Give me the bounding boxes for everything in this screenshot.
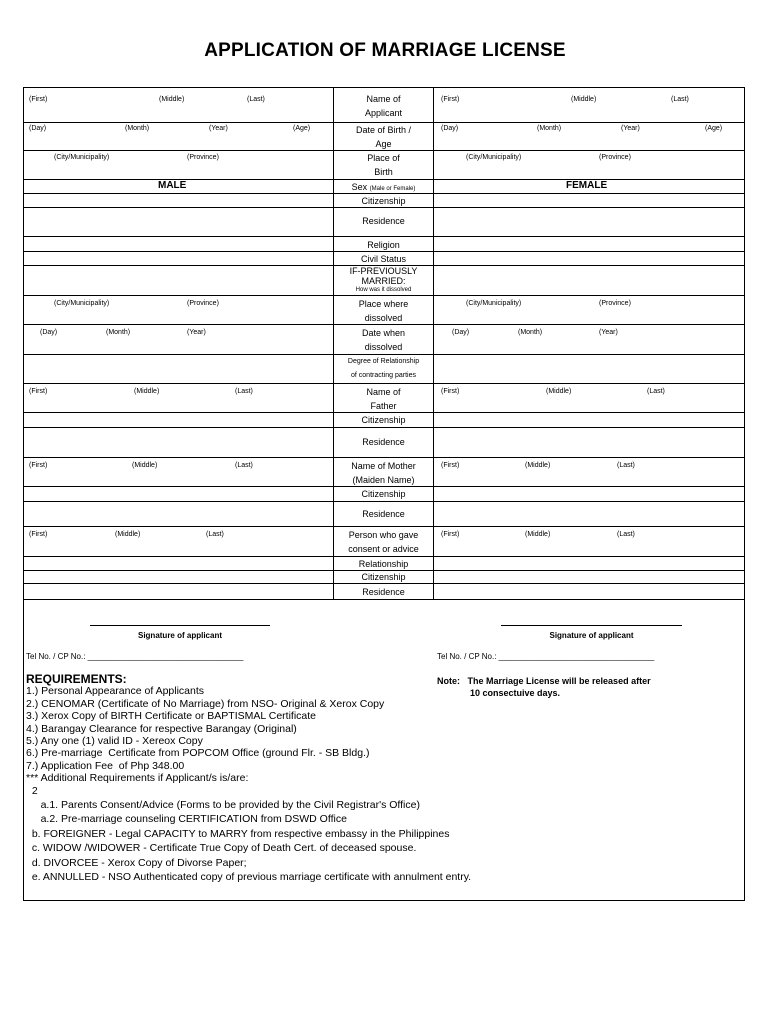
female-religion-field[interactable] bbox=[434, 237, 744, 251]
label-line: MARRIED: bbox=[361, 276, 406, 286]
female-residence-field[interactable] bbox=[434, 208, 744, 236]
male-consent-citizenship-field[interactable] bbox=[24, 571, 334, 583]
sub-age: (Age) bbox=[293, 125, 311, 132]
female-name-field[interactable] bbox=[434, 88, 744, 122]
label-degree-relationship bbox=[334, 355, 434, 383]
female-date-dissolved-field[interactable] bbox=[434, 325, 744, 354]
label-line: Citizenship bbox=[361, 415, 406, 425]
list-item: 3.) Xerox Copy of BIRTH Certificate or BAPTISMAL Certificate bbox=[26, 710, 317, 723]
sub-last: (Last) bbox=[671, 96, 689, 103]
sub-last: (Last) bbox=[235, 388, 253, 395]
male-tel-field[interactable]: Tel No. / CP No.: ___________________________________ bbox=[26, 652, 244, 661]
label-line: Name of bbox=[366, 387, 401, 397]
label-line: Residence bbox=[362, 587, 405, 597]
row-consent-residence bbox=[24, 584, 744, 600]
male-sex-field[interactable] bbox=[24, 180, 334, 193]
label-previously-married bbox=[334, 266, 434, 295]
row-residence bbox=[24, 208, 744, 237]
sub-middle: (Middle) bbox=[159, 96, 185, 103]
label-relationship bbox=[334, 557, 434, 570]
label-name-applicant bbox=[334, 88, 434, 122]
sub-city: (City/Municipality) bbox=[466, 154, 522, 161]
label-line: Residence bbox=[362, 437, 405, 447]
male-dissolved-how-field[interactable] bbox=[24, 266, 334, 295]
form-frame bbox=[23, 87, 745, 901]
row-citizenship bbox=[24, 194, 744, 208]
label-line: Applicant bbox=[364, 108, 403, 118]
label-religion bbox=[334, 237, 434, 251]
sub-day: (Day) bbox=[29, 125, 47, 132]
row-place-birth bbox=[24, 151, 744, 180]
sub-province: (Province) bbox=[599, 154, 631, 161]
female-civil-status-field[interactable] bbox=[434, 252, 744, 265]
list-item: 2.) CENOMAR (Certificate of No Marriage) from NSO- Original & Xerox Copy bbox=[26, 697, 385, 710]
male-mother-citizenship-field[interactable] bbox=[24, 487, 334, 501]
sub-month: (Month) bbox=[106, 329, 131, 336]
sub-month: (Month) bbox=[518, 329, 543, 336]
sub-year: (Year) bbox=[209, 125, 228, 132]
label-line: Degree of Relationship bbox=[347, 358, 420, 365]
label-line: Sex bbox=[351, 182, 368, 192]
label-consent-residence bbox=[334, 584, 434, 599]
label-dob-age bbox=[334, 123, 434, 150]
list-item: d. DIVORCEE - Xerox Copy of Divorse Paper; bbox=[26, 856, 247, 869]
sub-middle: (Middle) bbox=[132, 462, 158, 469]
row-mother-residence bbox=[24, 502, 744, 527]
sub-year: (Year) bbox=[599, 329, 618, 336]
female-signature-line[interactable] bbox=[501, 625, 682, 626]
label-line: of contracting parties bbox=[351, 372, 416, 379]
sub-city: (City/Municipality) bbox=[54, 154, 110, 161]
label-name-mother bbox=[334, 458, 434, 486]
note-line-1: Note: The Marriage License will be released after bbox=[437, 676, 651, 686]
male-degree-field[interactable] bbox=[24, 355, 334, 383]
label-line: Date when bbox=[361, 328, 406, 338]
row-degree-relationship bbox=[24, 355, 744, 384]
label-line: Residence bbox=[362, 216, 405, 226]
sub-last: (Last) bbox=[617, 531, 635, 538]
male-citizenship-field[interactable] bbox=[24, 194, 334, 207]
sub-age: (Age) bbox=[705, 125, 723, 132]
sub-middle: (Middle) bbox=[115, 531, 141, 538]
row-place-dissolved bbox=[24, 296, 744, 325]
label-father-citizenship bbox=[334, 413, 434, 427]
male-father-name-field[interactable] bbox=[24, 384, 334, 412]
male-relationship-field[interactable] bbox=[24, 557, 334, 570]
female-dob-field[interactable] bbox=[434, 123, 744, 150]
row-previously-married bbox=[24, 266, 744, 296]
list-item: c. WIDOW /WIDOWER - Certificate True Copy of Death Cert. of deceased spouse. bbox=[26, 842, 417, 855]
sub-first: (First) bbox=[441, 96, 460, 103]
label-date-dissolved bbox=[334, 325, 434, 354]
male-pob-field[interactable] bbox=[24, 151, 334, 179]
sub-city: (City/Municipality) bbox=[54, 300, 110, 307]
sub-year: (Year) bbox=[621, 125, 640, 132]
male-civil-status-field[interactable] bbox=[24, 252, 334, 265]
male-consent-name-field[interactable] bbox=[24, 527, 334, 556]
sub-middle: (Middle) bbox=[525, 531, 551, 538]
row-mother-citizenship bbox=[24, 487, 744, 502]
label-line: Citizenship bbox=[361, 489, 406, 499]
sub-day: (Day) bbox=[40, 329, 58, 336]
female-father-name-field[interactable] bbox=[434, 384, 744, 412]
page-title: APPLICATION OF MARRIAGE LICENSE bbox=[204, 40, 566, 61]
female-header: FEMALE bbox=[566, 180, 608, 191]
row-dob-age bbox=[24, 123, 744, 151]
label-line: Relationship bbox=[358, 559, 409, 569]
sub-first: (First) bbox=[441, 388, 460, 395]
label-citizenship bbox=[334, 194, 434, 207]
female-mother-citizenship-field[interactable] bbox=[434, 487, 744, 501]
list-item: 1.) Personal Appearance of Applicants bbox=[26, 685, 205, 698]
label-line: Religion bbox=[367, 240, 400, 250]
label-line: dissolved bbox=[364, 313, 403, 323]
label-line: Age bbox=[375, 139, 392, 149]
list-item: 7.) Application Fee of Php 348.00 bbox=[26, 759, 185, 772]
female-mother-residence-field[interactable] bbox=[434, 502, 744, 526]
list-item: 4.) Barangay Clearance for respective Barangay (Original) bbox=[26, 722, 297, 735]
list-item: 5.) Any one (1) valid ID - Xereox Copy bbox=[26, 735, 203, 748]
sub-first: (First) bbox=[29, 96, 48, 103]
label-place-dissolved bbox=[334, 296, 434, 324]
row-date-dissolved bbox=[24, 325, 744, 355]
female-tel-field[interactable]: Tel No. / CP No.: ___________________________________ bbox=[437, 652, 655, 661]
label-line: Father bbox=[370, 401, 397, 411]
list-item: a.1. Parents Consent/Advice (Forms to be provided by the Civil Registrar's Office) bbox=[26, 799, 420, 812]
label-line: Residence bbox=[362, 509, 405, 519]
sub-middle: (Middle) bbox=[525, 462, 551, 469]
female-place-dissolved-field[interactable] bbox=[434, 296, 744, 324]
sub-province: (Province) bbox=[187, 154, 219, 161]
male-signature-label: Signature of applicant bbox=[137, 631, 222, 640]
label-line: Birth bbox=[374, 167, 393, 177]
row-civil-status bbox=[24, 252, 744, 266]
label-consent-person bbox=[334, 527, 434, 556]
row-consent-citizenship bbox=[24, 571, 744, 584]
label-line: dissolved bbox=[364, 342, 403, 352]
female-sex-field[interactable] bbox=[434, 180, 744, 193]
list-item: 6.) Pre-marriage Certificate from POPCOM Office (ground Flr. - SB Bldg.) bbox=[26, 747, 370, 760]
row-religion bbox=[24, 237, 744, 252]
male-name-field[interactable] bbox=[24, 88, 334, 122]
sub-first: (First) bbox=[441, 462, 460, 469]
label-line: Date of Birth / bbox=[355, 125, 412, 135]
label-sex bbox=[334, 180, 434, 193]
sub-last: (Last) bbox=[647, 388, 665, 395]
male-father-residence-field[interactable] bbox=[24, 428, 334, 457]
label-place-birth bbox=[334, 151, 434, 179]
male-religion-field[interactable] bbox=[24, 237, 334, 251]
male-header: MALE bbox=[158, 180, 187, 191]
female-dissolved-how-field[interactable] bbox=[434, 266, 744, 295]
sub-first: (First) bbox=[29, 531, 48, 538]
label-line: Place where bbox=[358, 299, 409, 309]
label-line: (Maiden Name) bbox=[352, 475, 415, 485]
female-father-residence-field[interactable] bbox=[434, 428, 744, 457]
female-father-citizenship-field[interactable] bbox=[434, 413, 744, 427]
requirements-heading: REQUIREMENTS: bbox=[26, 672, 127, 686]
list-item: a.2. Pre-marriage counseling CERTIFICATION from DSWD Office bbox=[26, 813, 347, 826]
male-residence-field[interactable] bbox=[24, 208, 334, 236]
sub-middle: (Middle) bbox=[134, 388, 160, 395]
row-father-citizenship bbox=[24, 413, 744, 428]
list-item: *** Additional Requirements if Applicant/s is/are: bbox=[26, 772, 249, 785]
male-mother-name-field[interactable] bbox=[24, 458, 334, 486]
list-item: e. ANNULLED - NSO Authenticated copy of previous marriage certificate with annulment entry. bbox=[26, 871, 472, 884]
row-name-father bbox=[24, 384, 744, 413]
sub-last: (Last) bbox=[235, 462, 253, 469]
male-signature-line[interactable] bbox=[90, 625, 270, 626]
label-line: Person who gave bbox=[348, 530, 419, 540]
label-civil-status bbox=[334, 252, 434, 265]
label-line: Civil Status bbox=[360, 254, 406, 264]
sub-month: (Month) bbox=[537, 125, 562, 132]
label-line: Citizenship bbox=[361, 196, 406, 206]
label-mother-residence bbox=[334, 502, 434, 526]
female-citizenship-field[interactable] bbox=[434, 194, 744, 207]
female-degree-field[interactable] bbox=[434, 355, 744, 383]
label-line: Place of bbox=[367, 153, 400, 163]
label-hint: How was it dissolved bbox=[355, 287, 412, 293]
male-dob-field[interactable] bbox=[24, 123, 334, 150]
male-mother-residence-field[interactable] bbox=[24, 502, 334, 526]
label-line: consent or advice bbox=[348, 544, 419, 554]
label-residence bbox=[334, 208, 434, 236]
female-pob-field[interactable] bbox=[434, 151, 744, 179]
sub-first: (First) bbox=[29, 462, 48, 469]
male-father-citizenship-field[interactable] bbox=[24, 413, 334, 427]
row-relationship bbox=[24, 557, 744, 571]
sub-province: (Province) bbox=[599, 300, 631, 307]
sub-province: (Province) bbox=[187, 300, 219, 307]
female-mother-name-field[interactable] bbox=[434, 458, 744, 486]
sub-day: (Day) bbox=[441, 125, 459, 132]
sub-last: (Last) bbox=[617, 462, 635, 469]
sub-middle: (Middle) bbox=[546, 388, 572, 395]
sub-day: (Day) bbox=[452, 329, 470, 336]
label-consent-citizenship bbox=[334, 571, 434, 583]
sub-middle: (Middle) bbox=[571, 96, 597, 103]
female-signature-label: Signature of applicant bbox=[549, 631, 634, 640]
label-line: Citizenship bbox=[361, 572, 406, 582]
row-name-mother bbox=[24, 458, 744, 487]
female-consent-name-field[interactable] bbox=[434, 527, 744, 556]
row-name-applicant bbox=[24, 88, 744, 123]
sub-last: (Last) bbox=[247, 96, 265, 103]
label-hint: (Male or Female) bbox=[369, 186, 416, 192]
label-line: IF-PREVIOUSLY bbox=[349, 266, 418, 276]
label-father-residence bbox=[334, 428, 434, 457]
sub-month: (Month) bbox=[125, 125, 150, 132]
label-line: Name of bbox=[366, 94, 401, 104]
sub-year: (Year) bbox=[187, 329, 206, 336]
note-line-2: 10 consectuive days. bbox=[470, 688, 561, 698]
release-note bbox=[437, 675, 651, 699]
female-consent-residence-field[interactable] bbox=[434, 584, 744, 599]
list-item: 2 bbox=[26, 784, 38, 797]
row-sex bbox=[24, 180, 744, 194]
sub-first: (First) bbox=[29, 388, 48, 395]
sub-city: (City/Municipality) bbox=[466, 300, 522, 307]
male-place-dissolved-field[interactable] bbox=[24, 296, 334, 324]
female-relationship-field[interactable] bbox=[434, 557, 744, 570]
label-line: Name of Mother bbox=[351, 461, 416, 471]
row-father-residence bbox=[24, 428, 744, 458]
male-consent-residence-field[interactable] bbox=[24, 584, 334, 599]
sub-first: (First) bbox=[441, 531, 460, 538]
label-name-father bbox=[334, 384, 434, 412]
row-consent-person bbox=[24, 527, 744, 557]
female-consent-citizenship-field[interactable] bbox=[434, 571, 744, 583]
list-item: b. FOREIGNER - Legal CAPACITY to MARRY from respective embassy in the Philippines bbox=[26, 827, 450, 840]
male-date-dissolved-field[interactable] bbox=[24, 325, 334, 354]
sub-last: (Last) bbox=[206, 531, 224, 538]
requirements-list bbox=[26, 673, 471, 884]
label-mother-citizenship bbox=[334, 487, 434, 501]
